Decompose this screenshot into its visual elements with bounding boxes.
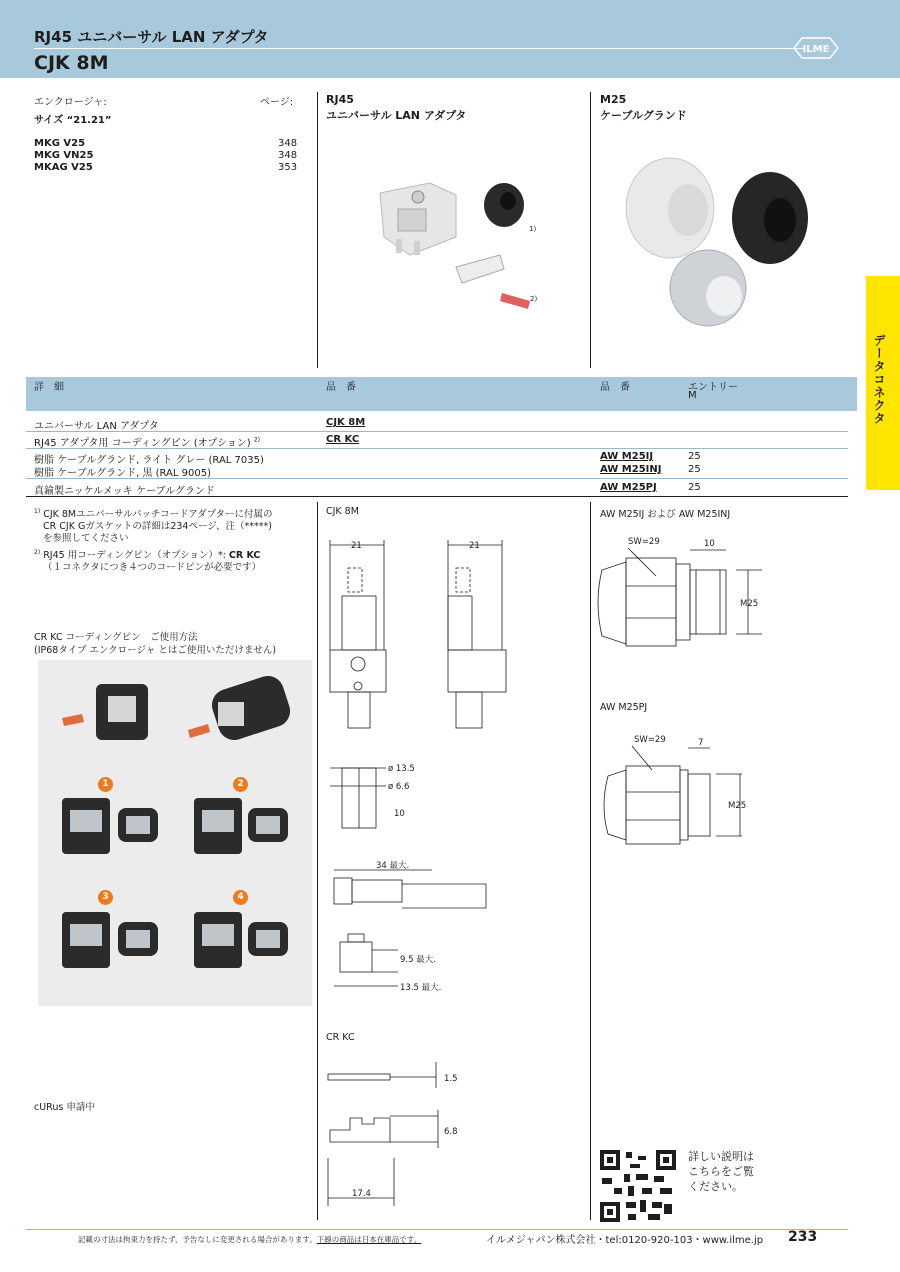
footer-rule [26, 1229, 848, 1230]
dim-sw29b: SW=29 [634, 735, 666, 745]
th-detail: 詳 細 [34, 382, 64, 393]
footer-disclaimer: 記載の寸法は拘束力を持たず、予告なしに変更される場合があります。下線の商品は日本在庫品です。 [78, 1235, 422, 1244]
crkc-technical-drawing [318, 1058, 590, 1208]
photo-note-2: 2) [530, 295, 538, 303]
enclosure-item: MKAG V25 [34, 162, 93, 173]
row-code: AW M25INJ [600, 464, 662, 475]
step-badge: 3 [98, 890, 113, 905]
usage-subtitle: (IP68タイプ エンクロージャ とはご使用いただけません) [34, 645, 277, 656]
ilme-logo [794, 36, 838, 60]
rj45-subheading: ユニバーサル LAN アダプタ [326, 109, 467, 122]
step-badge: 1 [98, 777, 113, 792]
qr-code[interactable] [600, 1150, 676, 1222]
table-header [26, 377, 857, 411]
header-title: CJK 8M [34, 52, 109, 74]
row-code: AW M25PJ [600, 482, 657, 493]
page-header [0, 0, 900, 78]
dim-w21a: 21 [351, 541, 362, 551]
table-row [26, 449, 848, 479]
row-entry: 25 [688, 451, 701, 462]
aw2-drawing-title: AW M25PJ [600, 702, 648, 713]
curus-note: cURus 申請中 [34, 1102, 95, 1113]
table-row [26, 479, 848, 497]
step-badge: 2 [233, 777, 248, 792]
m25-subheading: ケーブルグランド [600, 109, 687, 122]
th-entry: エントリー [688, 382, 738, 393]
enclosure-page: 353 [278, 162, 298, 173]
dim-d66: ø 6.6 [388, 782, 410, 792]
header-subtitle: RJ45 ユニバーサル LAN アダプタ [34, 28, 269, 46]
note-2: $^{2)}$ RJ45 用コーディングピン（オプション）*: CR KC （１コネクタにつき４つのコードピンが必要です） [34, 549, 262, 574]
rj45-adapter-photo [370, 175, 550, 325]
cjk-technical-drawing [318, 530, 590, 1010]
logo-text: ILME [802, 44, 830, 55]
table-row [26, 432, 848, 449]
usage-title: CR KC コーディングピン ご使用方法 [34, 632, 198, 643]
row-desc: ユニバーサル LAN アダプタ [34, 421, 159, 432]
dim-max135: 13.5 最大. [400, 983, 442, 993]
dim-d135: ø 13.5 [388, 764, 415, 774]
usage-steps-illustration [38, 660, 312, 1006]
photo-note-1: 1) [529, 225, 537, 233]
page-number: 233 [788, 1229, 818, 1245]
dim-d7: 7 [698, 738, 704, 748]
col-divider-2 [590, 92, 591, 368]
th-part-2: 品 番 [600, 382, 630, 393]
row-entry: 25 [688, 482, 701, 493]
dim-d174: 17.4 [352, 1189, 371, 1199]
note-1: $^{1)}$ CJK 8Mユニバーサルパッチコードアダプターに付属の CR CJK Gガスケットの詳細は234ページ、注（*****) を参照してください [34, 508, 273, 545]
dim-d10b: 10 [704, 539, 715, 549]
th-entry-unit: M [688, 390, 697, 401]
col-divider-1 [317, 92, 318, 368]
row-desc: 樹脂 ケーブルグランド, 黒 (RAL 9005) [34, 468, 212, 479]
dim-sw29a: SW=29 [628, 537, 660, 547]
dim-m25a: M25 [740, 599, 759, 609]
table-row [26, 416, 848, 432]
col-divider-4 [590, 502, 591, 1220]
header-rule [34, 48, 804, 49]
side-tab-label: データコネクタ [872, 334, 886, 425]
aw1-drawing-title: AW M25IJ および AW M25INJ [600, 509, 731, 520]
crkc-drawing-title: CR KC [326, 1032, 355, 1043]
dim-d68: 6.8 [444, 1127, 458, 1137]
qr-caption: 詳しい説明は こちらをご覧 ください。 [688, 1150, 754, 1193]
side-tab [866, 276, 900, 490]
row-desc: RJ45 アダプタ用 コーディングピン (オプション) $^{2)}$ [34, 436, 261, 449]
enclosure-item: MKG VN25 [34, 150, 94, 161]
page-label: ページ: [260, 97, 294, 108]
row-code: CR KC [326, 434, 360, 445]
enclosure-label: エンクロージャ: [34, 97, 107, 108]
th-part: 品 番 [326, 382, 356, 393]
cable-glands-photo [620, 148, 820, 328]
row-desc: 樹脂 ケーブルグランド, ライト グレー (RAL 7035) [34, 455, 264, 466]
dim-d15: 1.5 [444, 1074, 458, 1084]
dim-w21b: 21 [469, 541, 480, 551]
rj45-heading: RJ45 [326, 93, 354, 106]
step-badge: 4 [233, 890, 248, 905]
dim-d10: 10 [394, 809, 405, 819]
footer-company: イルメジャパン株式会社・tel:0120-920-103・www.ilme.jp [486, 1235, 764, 1246]
dim-m25b: M25 [728, 801, 747, 811]
enclosure-page: 348 [278, 150, 298, 161]
enclosure-page: 348 [278, 138, 298, 149]
m25-heading: M25 [600, 93, 627, 106]
dim-max34: 34 最大. [376, 861, 410, 871]
cjk-drawing-title: CJK 8M [326, 506, 359, 517]
aw1-technical-drawing [592, 530, 772, 660]
row-code: AW M25IJ [600, 451, 654, 462]
row-entry: 25 [688, 464, 701, 475]
row-desc: 真鍮製ニッケルメッキ ケーブルグランド [34, 486, 215, 497]
enclosure-size: サイズ “21.21” [34, 115, 112, 126]
row-code: CJK 8M [326, 417, 366, 428]
enclosure-item: MKG V25 [34, 138, 86, 149]
dim-max95: 9.5 最大. [400, 955, 436, 965]
aw2-technical-drawing [592, 730, 772, 860]
